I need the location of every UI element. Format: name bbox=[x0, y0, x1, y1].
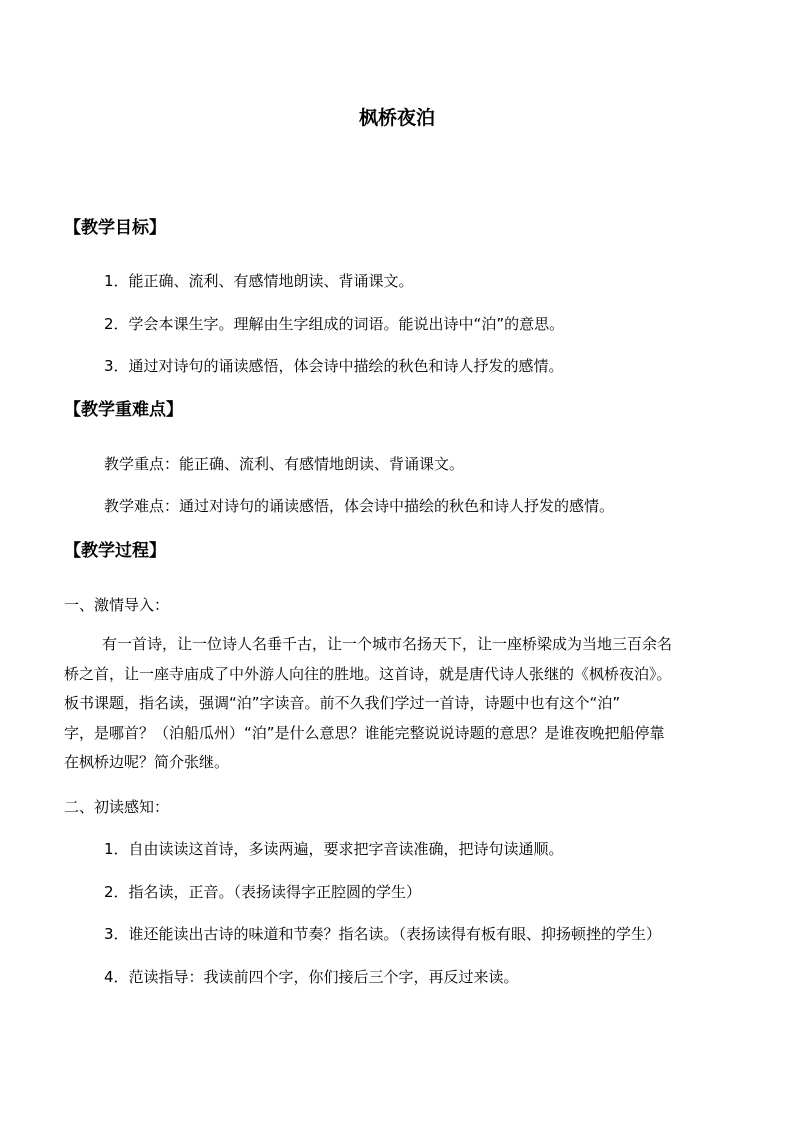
heading-teaching-goals: 【教学目标】 bbox=[64, 218, 166, 238]
paragraph-line: 有一首诗，让一位诗人名垂千古，让一个城市名扬天下，让一座桥梁成为当地三百余名 bbox=[102, 635, 673, 653]
goal-item: 2．学会本课生字。理解由生字组成的词语。能说出诗中“泊”的意思。 bbox=[104, 315, 565, 333]
goal-item: 3．通过对诗句的诵读感悟，体会诗中描绘的秋色和诗人抒发的感情。 bbox=[104, 357, 564, 375]
part2-label: 二、初读感知： bbox=[64, 798, 170, 816]
difficulty-item: 教学难点：通过对诗句的诵读感悟，体会诗中描绘的秋色和诗人抒发的感情。 bbox=[104, 497, 615, 515]
goal-item: 1．能正确、流利、有感情地朗读、背诵课文。 bbox=[104, 272, 414, 290]
key-point-item: 教学重点：能正确、流利、有感情地朗读、背诵课文。 bbox=[104, 455, 465, 473]
part2-item: 2．指名读，正音。（表扬读得字正腔圆的学生） bbox=[104, 883, 422, 901]
part2-item: 3．谁还能读出古诗的味道和节奏？指名读。（表扬读得有板有眼、抑扬顿挫的学生） bbox=[104, 925, 662, 943]
paragraph-line: 在枫桥边呢？简介张继。 bbox=[64, 753, 230, 771]
paragraph-line: 板书课题，指名读，强调“泊”字读音。前不久我们学过一首诗，诗题中也有这个“泊” bbox=[64, 694, 621, 712]
part1-paragraph bbox=[64, 630, 724, 778]
heading-key-points: 【教学重难点】 bbox=[64, 400, 183, 420]
part1-label: 一、激情导入： bbox=[64, 596, 170, 614]
part2-item: 1．自由读读这首诗，多读两遍，要求把字音读准确，把诗句读通顺。 bbox=[104, 840, 564, 858]
part2-item: 4．范读指导：我读前四个字，你们接后三个字，再反过来读。 bbox=[104, 968, 519, 986]
paragraph-line: 字，是哪首？（泊船瓜州）“泊”是什么意思？谁能完整说说诗题的意思？是谁夜晚把船停靠 bbox=[64, 723, 665, 742]
heading-teaching-process: 【教学过程】 bbox=[64, 541, 166, 561]
paragraph-line: 桥之首，让一座寺庙成了中外游人向往的胜地。这首诗，就是唐代诗人张继的《枫桥夜泊》。 bbox=[64, 664, 672, 683]
page-title: 枫桥夜泊 bbox=[358, 107, 435, 129]
